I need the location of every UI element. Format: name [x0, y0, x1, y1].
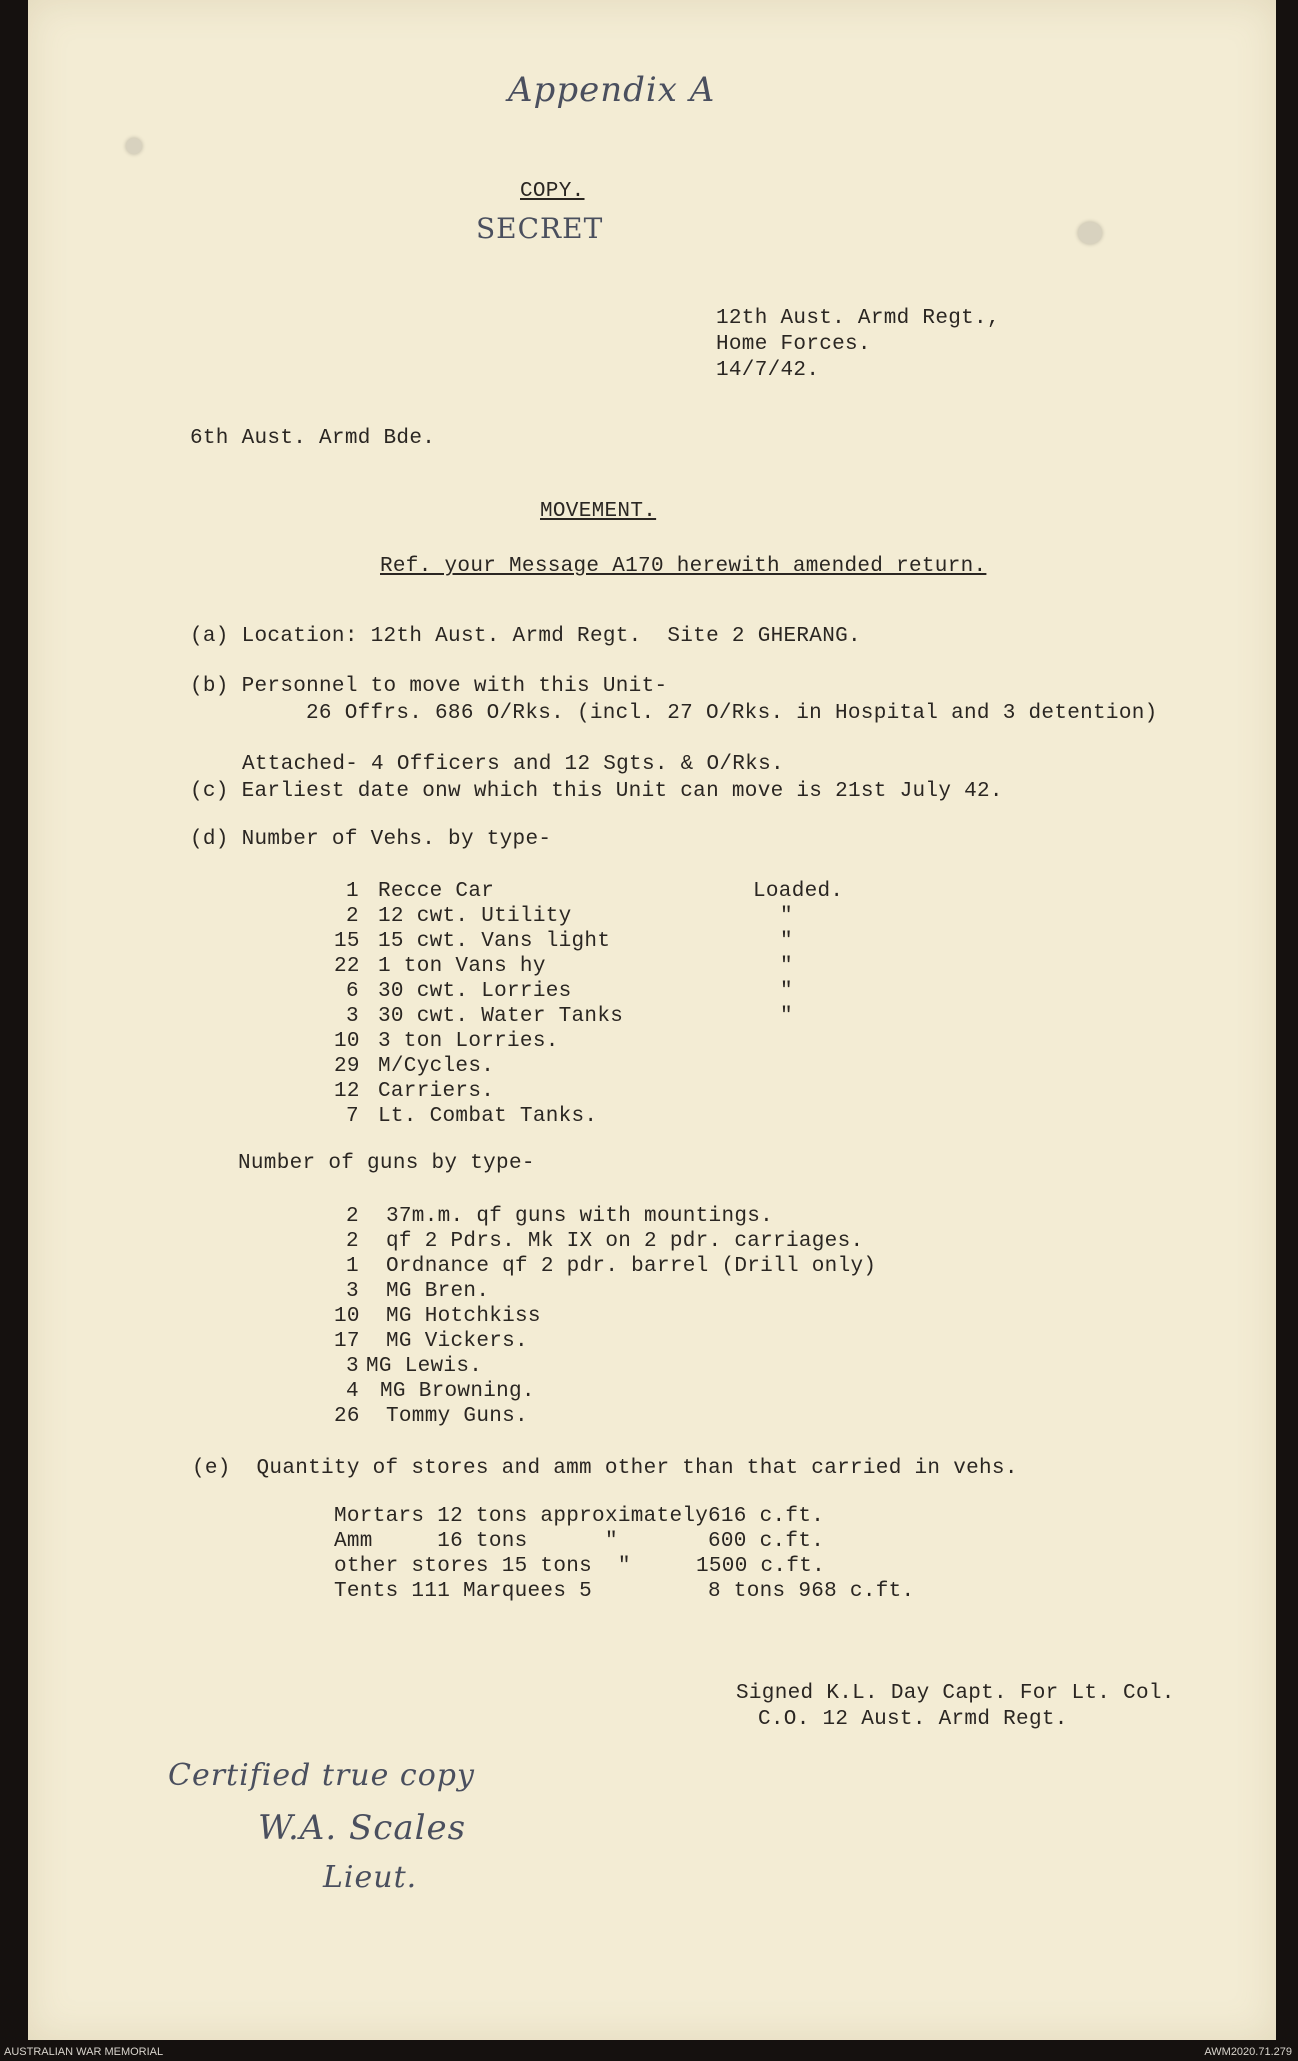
handwritten-rank: Lieut. [323, 1860, 418, 1895]
punch-hole-right [1078, 222, 1102, 244]
store-volume: 616 c.ft. [708, 1505, 825, 1528]
vehicle-desc: 1 ton Vans hy [378, 955, 546, 978]
vehicle-qty: 29 [334, 1055, 360, 1078]
handwritten-secret: SECRET [476, 212, 604, 245]
gun-qty: 2 [346, 1230, 359, 1253]
section-e-stores: (e) Quantity of stores and amm other than that carried in vehs. [192, 1457, 1018, 1480]
vehicle-status: " [780, 1005, 793, 1028]
section-a-location: (a) Location: 12th Aust. Armd Regt. Site 2 GHERANG. [190, 625, 861, 648]
vehicle-desc: 30 cwt. Lorries [378, 980, 572, 1003]
from-address-line-3: 14/7/42. [716, 359, 820, 382]
vehicle-desc: 30 cwt. Water Tanks [378, 1005, 624, 1028]
from-address-line-1: 12th Aust. Armd Regt., [716, 307, 1000, 330]
vehicle-qty: 15 [334, 930, 360, 953]
vehicle-qty: 1 [346, 880, 359, 903]
gun-desc: 37m.m. qf guns with mountings. [386, 1205, 774, 1228]
gun-desc: Tommy Guns. [386, 1405, 528, 1428]
section-c-earliest-date: (c) Earliest date onw which this Unit can move is 21st July 42. [190, 780, 1003, 803]
section-b-personnel: 26 Offrs. 686 O/Rks. (incl. 27 O/Rks. in Hospital and 3 detention) [306, 702, 1158, 725]
vehicle-status: " [780, 980, 793, 1003]
signature-line-2: C.O. 12 Aust. Armd Regt. [758, 1708, 1068, 1731]
vehicle-desc: Lt. Combat Tanks. [378, 1105, 598, 1128]
store-volume: 1500 c.ft. [696, 1555, 826, 1578]
gun-qty: 2 [346, 1205, 359, 1228]
section-b-heading: (b) Personnel to move with this Unit- [190, 675, 668, 698]
footer-right: AWM2020.71.279 [1204, 2046, 1292, 2058]
guns-heading: Number of guns by type- [238, 1152, 535, 1175]
gun-desc: Ordnance qf 2 pdr. barrel (Drill only) [386, 1255, 877, 1278]
vehicle-status: " [780, 955, 793, 978]
store-volume: 600 c.ft. [708, 1530, 825, 1553]
from-address-line-2: Home Forces. [716, 333, 871, 356]
vehicle-qty: 2 [346, 905, 359, 928]
gun-desc: MG Hotchkiss [386, 1305, 541, 1328]
vehicle-status: " [780, 905, 793, 928]
handwritten-appendix: Appendix A [508, 70, 716, 110]
vehicle-qty: 10 [334, 1030, 360, 1053]
gun-qty: 26 [334, 1405, 360, 1428]
vehicle-desc: Carriers. [378, 1080, 495, 1103]
gun-desc: MG Bren. [386, 1280, 490, 1303]
subject-heading: MOVEMENT. [540, 500, 657, 523]
gun-desc: qf 2 Pdrs. Mk IX on 2 pdr. carriages. [386, 1230, 864, 1253]
addressee: 6th Aust. Armd Bde. [190, 427, 436, 450]
handwritten-certified: Certified true copy [168, 1758, 475, 1793]
signature-line-1: Signed K.L. Day Capt. For Lt. Col. [736, 1682, 1175, 1705]
vehicle-desc: 15 cwt. Vans light [378, 930, 611, 953]
vehicle-qty: 6 [346, 980, 359, 1003]
vehicle-status: Loaded. [753, 880, 844, 903]
vehicle-qty: 12 [334, 1080, 360, 1103]
store-item: Mortars 12 tons approximately [334, 1505, 709, 1528]
gun-desc: MG Browning. [380, 1380, 535, 1403]
punch-hole-left [126, 138, 142, 154]
gun-qty: 3 [346, 1280, 359, 1303]
vehicle-desc: M/Cycles. [378, 1055, 495, 1078]
vehicle-status: " [780, 930, 793, 953]
vehicle-qty: 7 [346, 1105, 359, 1128]
vehicle-desc: Recce Car [378, 880, 495, 903]
gun-qty: 17 [334, 1330, 360, 1353]
gun-qty: 3 [346, 1355, 359, 1378]
footer-left: AUSTRALIAN WAR MEMORIAL [4, 2046, 164, 2058]
gun-qty: 1 [346, 1255, 359, 1278]
document-sheet [28, 0, 1276, 2040]
vehicle-qty: 3 [346, 1005, 359, 1028]
gun-desc: MG Lewis. [366, 1355, 483, 1378]
store-volume: 8 tons 968 c.ft. [708, 1580, 915, 1603]
handwritten-signature: W.A. Scales [258, 1808, 467, 1848]
section-d-heading: (d) Number of Vehs. by type- [190, 828, 552, 851]
gun-qty: 10 [334, 1305, 360, 1328]
attached-line: Attached- 4 Officers and 12 Sgts. & O/Rks. [242, 753, 784, 776]
store-item: Amm 16 tons " [334, 1530, 618, 1553]
store-item: Tents 111 Marquees 5 [334, 1580, 593, 1603]
store-item: other stores 15 tons " [334, 1555, 631, 1578]
vehicle-desc: 3 ton Lorries. [378, 1030, 559, 1053]
gun-desc: MG Vickers. [386, 1330, 528, 1353]
copy-label: COPY. [520, 180, 585, 203]
reference-line: Ref. your Message A170 herewith amended return. [380, 555, 987, 578]
vehicle-qty: 22 [334, 955, 360, 978]
gun-qty: 4 [346, 1380, 359, 1403]
vehicle-desc: 12 cwt. Utility [378, 905, 572, 928]
